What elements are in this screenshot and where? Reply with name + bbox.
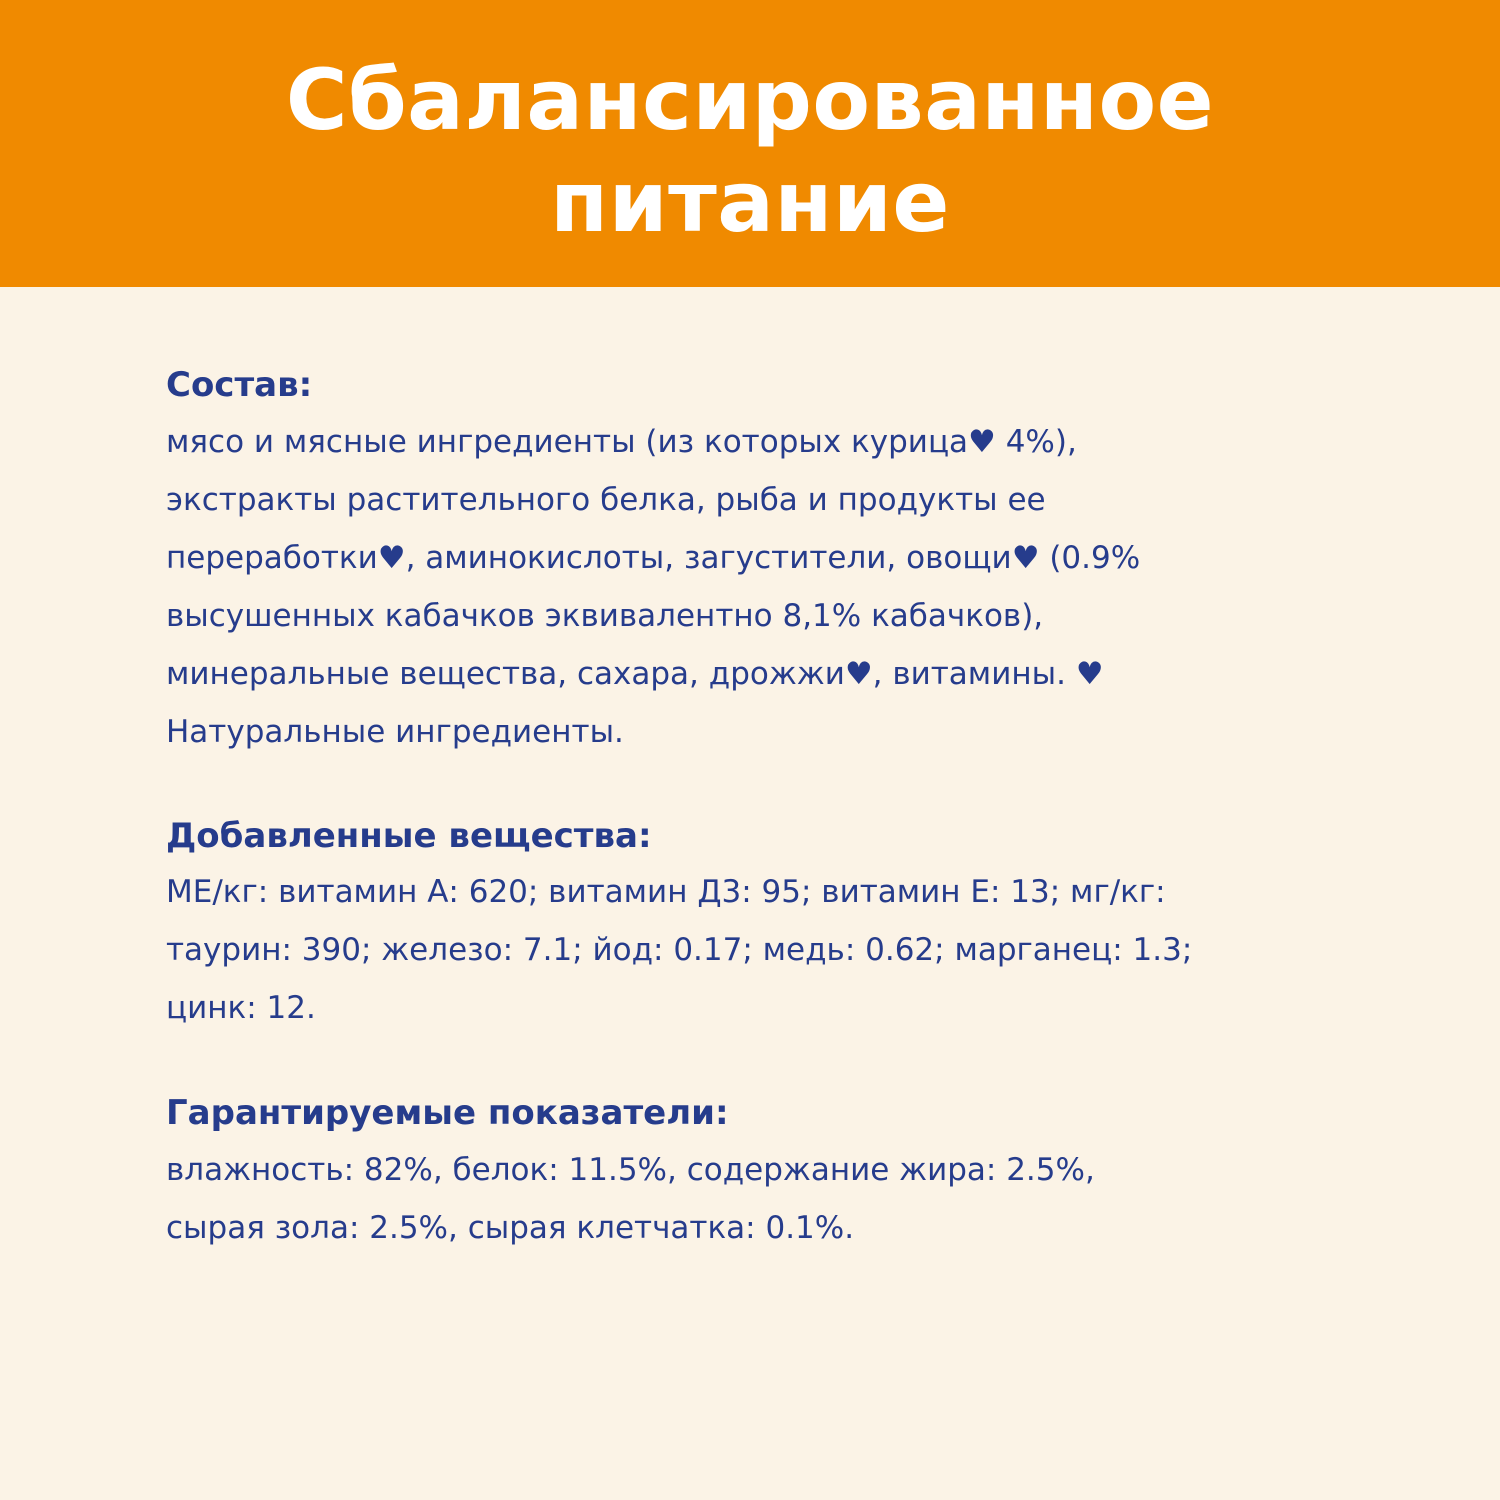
guaranteed-analysis-line: сырая зола: 2.5%, сырая клетчатка: 0.1%.: [166, 1210, 855, 1246]
composition-line: переработки♥, аминокислоты, загустители, овощи♥ (0.9%: [166, 540, 1141, 576]
composition-heading: Состав:: [166, 365, 313, 405]
additives-line: МЕ/кг: витамин А: 620; витамин Д3: 95; витамин Е: 13; мг/кг:: [166, 874, 1166, 910]
additives-line: цинк: 12.: [166, 990, 316, 1026]
guaranteed-analysis-line: влажность: 82%, белок: 11.5%, содержание жира: 2.5%,: [166, 1152, 1095, 1188]
page-title-line-1: Сбалансированное: [285, 51, 1215, 149]
composition-content: [166, 0, 1366, 1500]
additives-heading: Добавленные вещества:: [166, 816, 652, 856]
composition-line: высушенных кабачков эквивалентно 8,1% кабачков),: [166, 598, 1044, 634]
composition-line: мясо и мясные ингредиенты (из которых курица♥ 4%),: [166, 424, 1077, 460]
additives-line: таурин: 390; железо: 7.1; йод: 0.17; медь: 0.62; марганец: 1.3;: [166, 932, 1193, 968]
guaranteed-analysis-heading: Гарантируемые показатели:: [166, 1093, 729, 1133]
page-title-line-2: питание: [550, 153, 950, 251]
composition-line: Натуральные ингредиенты.: [166, 714, 624, 750]
composition-line: минеральные вещества, сахара, дрожжи♥, витамины. ♥: [166, 656, 1104, 692]
composition-line: экстракты растительного белка, рыба и продукты ее: [166, 482, 1046, 518]
